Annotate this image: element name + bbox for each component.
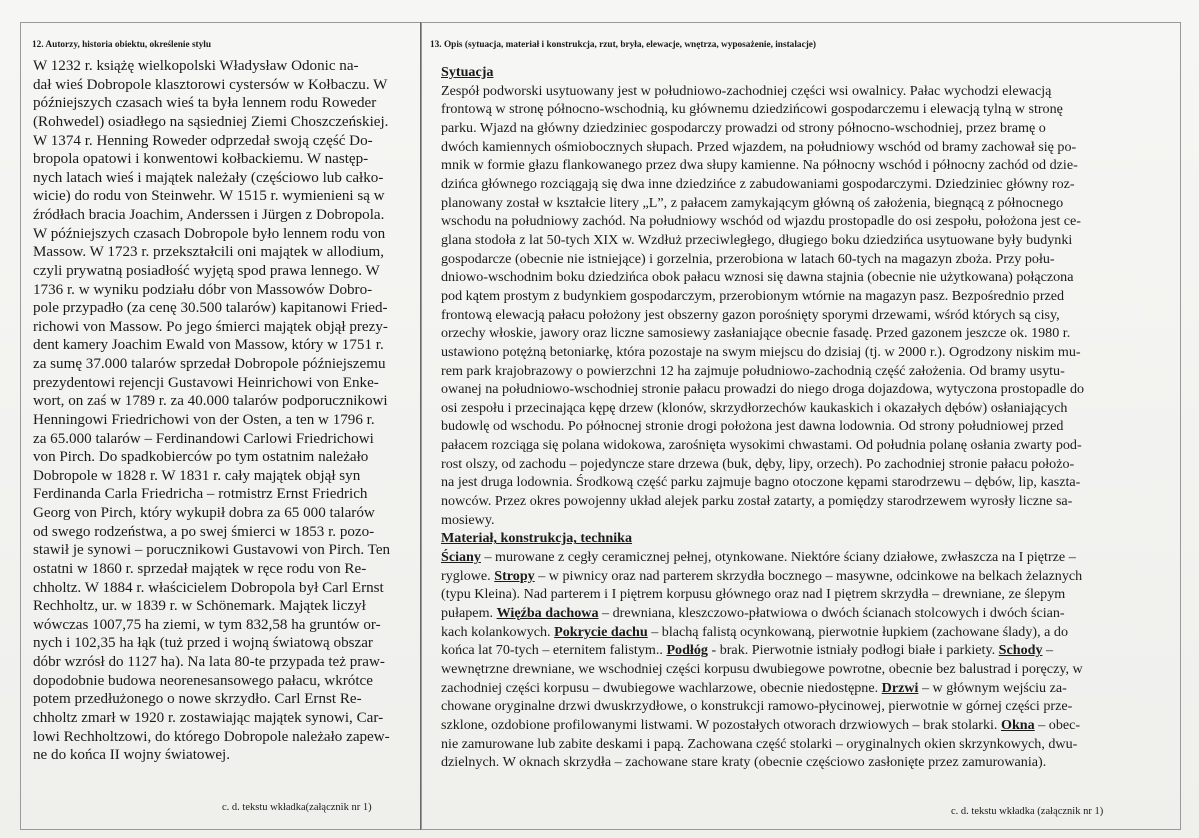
text-line: pułapem. Więźba dachowa – drewniana, kleszczowo-płatwiowa o dwóch ścianach stolcowych i dwóch ścian-	[441, 605, 1065, 622]
text-line: planowany został w kształcie litery „L”, z pałacem zamykającym główną oś założenia, biegnącą z północnego	[441, 194, 1064, 211]
text-line: pałacem rozciąga się polana widokowa, zarośnięta wysokimi chwastami. Od południa polanę osłania zwarty pod-	[441, 437, 1082, 454]
text-line: stawił je synowi – porucznikowi Gustavowi von Pirch. Ten	[33, 542, 391, 559]
text-line: ryglowe. Stropy – w piwnicy oraz nad parterem skrzydła bocznego – masywne, odcinkowe na belkach żelaznych	[441, 567, 1083, 584]
text-line: od swego rodzeństwa, a po swej śmierci w 1853 r. pozo-	[33, 523, 375, 540]
term-floors: Podłóg	[666, 642, 708, 659]
text-line: Ferdinanda Carla Friedricha – rotmistrz Ernst Friedrich	[33, 486, 368, 503]
text-line: budowlę od wschodu. Po północnej stronie drogi położona jest dawna lodownia. Od strony południowej przed	[441, 418, 1064, 435]
text-line: lowi Rechholtzowi, do którego Dobropole należało zapew-	[33, 728, 390, 745]
text-line: wort, on zaś w 1789 r. za 40.000 talarów podporucznikowi	[33, 393, 388, 410]
text-line: czyli prywatną posiadłość wyjętą spod prawa lennego. W	[33, 262, 380, 279]
text-line: Georg von Pirch, który wykupił dobra za 65 000 talarów	[33, 505, 375, 521]
text-line: za 65.000 talarów – Ferdinandowi Carlowi Friedrichowi	[33, 430, 374, 447]
term-windows: Okna	[1000, 716, 1035, 733]
text-line: dent kamery Joachim Ewald von Massow, który w 1751 r.	[33, 337, 384, 354]
text-line: parku. Wjazd na główny dziedziniec gospodarczy prowadzi od strony północno-wschodniej, przez bramę o	[441, 119, 1046, 136]
text-line: Henningowi Friedrichowi von der Osten, a ten w 1796 r.	[33, 411, 375, 428]
text-line: wówczas 1007,75 ha ziemi, w tym 832,58 ha gruntów or-	[33, 616, 381, 633]
text-line: późniejszych czasach wieś ta była lennem rodu Roweder	[33, 95, 377, 112]
text-line: nych latach wieś i majątek należały (częściowo lub całko-	[33, 169, 384, 186]
history-text	[33, 57, 407, 765]
text-line: mnik w formie głazu flankowanego przez dwa słupy kamienne. Na północny wschód i północny zachód od dzie-	[441, 157, 1078, 174]
text-line: gospodarcze (obecnie nie istniejące) i gorzelnia, przerobiona w latach 60-tych na magazyn zboża. Przy połu-	[441, 250, 1055, 267]
text-line: bropola opatowi i konwentowi kołbackiemu. W następ-	[33, 151, 369, 168]
text-line: 1736 r. w wyniku podziału dóbr von Massowów Dobro-	[33, 281, 373, 298]
text-line: frontową w stronę północno-wschodnią, ku głównemu dziedzińcowi gospodarczemu i elewacją tylną w stronę	[441, 101, 1063, 118]
text-line: dwóch kamiennych ośmiobocznych słupach. Przed wjazdem, na południowy wschód od bramy zachował się po-	[441, 138, 1077, 155]
text-line: ostatni w 1860 r. sprzedał majątek w ręce rodu von Re-	[33, 560, 367, 577]
term-ceilings: Stropy	[494, 567, 535, 584]
text-line: prezydentowi rejencji Gustavowi Heinrichowi von Enke-	[33, 374, 379, 391]
text-line: szklone, ozdobione profilowanymi listwami. W pozostałych otworach drzwiowych – brak stolarki. Okna – obec-	[441, 716, 1081, 733]
text-line: Zespół podworski usytuowany jest w południowo-zachodniej części wsi owalnicy. Pałac wychodzi elewacją	[441, 82, 1052, 99]
term-roofing: Pokrycie dachu	[554, 623, 648, 640]
term-roof-truss: Więźba dachowa	[496, 605, 599, 622]
text-line: W 1232 r. książę wielkopolski Władysław Odonic na-	[33, 58, 359, 74]
text-line: potem przedłużonego o nowe skrzydło. Carl Ernst Re-	[33, 691, 362, 708]
text-line: Rechholtz, ur. w 1839 r. w Schönemark. Majątek liczył	[33, 598, 366, 615]
text-line: zachodniej części korpusu – dwubiegowe wachlarzowe, obecnie niedostępne. Drzwi – w głównym wejściu za-	[441, 679, 1067, 696]
text-line: W późniejszych czasach Dobropole było lennem rodu von	[33, 225, 386, 242]
text-line: nie zamurowane lub zabite deskami i papą. Zachowana część stolarki – oryginalnych okien skrzynkowych, dwu-	[441, 735, 1078, 752]
text-line: orzechy włoskie, jawory oraz liczne samosiewy zasłaniające obecnie fasadę. Przed gazonem jeszcze ok. 1980 r.	[441, 325, 1071, 342]
term-doors: Drzwi	[881, 679, 919, 696]
text-line: ne do końca II wojny światowej.	[33, 747, 231, 764]
text-line: Dobropole w 1828 r. W 1831 r. cały majątek objął syn	[33, 467, 361, 484]
text-line: dzielnych. W oknach skrzydła – zachowane stare kraty (obecnie częściowo zasłonięte przez zamurowania).	[441, 754, 1047, 771]
text-line: dopodobnie budowa neorenesansowego pałacu, wkrótce	[33, 672, 373, 689]
text-line: źródłach bracia Joachim, Anderssen i Jürgen z Dobropola.	[33, 207, 385, 223]
text-line: dóbr wzrósł do 1127 ha). Na lata 80-te przypada też praw-	[33, 654, 385, 670]
term-walls: Ściany	[441, 549, 481, 566]
description-heading: 13. Opis (sytuacja, materiał i konstrukcja, rzut, bryła, elewacje, wnętrza, wyposażenie, instalacje)	[430, 40, 817, 50]
text-line: owanej na południowo-wschodniej stronie pałacu prowadzi do niego droga dojazdowa, wytyczona prostopadle do	[441, 381, 1085, 398]
text-line: glana stodoła z lat 50-tych XIX w. Wzdłuż przeciwległego, długiego boku dziedzińca usytuowane były budynki	[441, 231, 1073, 248]
text-line: końca lat 70-tych – eternitem falistym.. Podłóg - brak. Pierwotnie istniały podłogi białe i parkiety. Schody –	[441, 642, 1054, 659]
text-line: von Pirch. Do spadkobierców po tym ostatnim należało	[33, 449, 369, 466]
description-text	[441, 63, 1156, 772]
text-line: ustawiono potężną betoniarkę, która pozostaje na swym miejscu do dzisiaj (tj. w 2000 r.). Ogrodzony niskim mu-	[441, 343, 1081, 360]
text-line: na jest druga lodownia. Środkową część parku zajmuje bagno otoczone kępami starodrzewu – dębów, lip, kaszta-	[441, 474, 1081, 491]
right-continuation-note: c. d. tekstu wkładka (załącznik nr 1)	[951, 806, 1104, 817]
text-line: pod kątem prostym z budynkiem gospodarczym, przerobionym wtórnie na magazyn pasz. Bezpośrednio przed	[441, 287, 1065, 304]
text-line: wewnętrzne drewniane, we wschodniej części korpusu dwubiegowe powrotne, obecnie bez balustrad i poręczy, w	[441, 661, 1083, 677]
text-line: rem park krajobrazowy o powierzchni 12 ha zajmuje południowo-zachodnią część założenia. Od bramy usytu-	[441, 362, 1065, 379]
text-line: W 1374 r. Henning Roweder odprzedał swoją część Do-	[33, 132, 373, 149]
situation-paragraph	[441, 82, 1156, 530]
text-line: dniowo-wschodnim boku dziedzińca obok pałacu wznosi się dawna stajnia (obecnie nie użytkowana) połączona	[441, 269, 1074, 286]
history-heading: 12. Autorzy, historia obiektu, określenie stylu	[32, 40, 212, 50]
text-line: za sumę 37.000 talarów sprzedał Dobropole późniejszemu	[33, 356, 386, 372]
text-line: chholtz zmarł w 1920 r. zostawiając majątek synowi, Car-	[33, 709, 384, 726]
situation-title: Sytuacja	[441, 64, 494, 80]
text-line: osi zespołu i przecinająca kępę drzew (klonów, skrzydłorzechów kaukaskich i okazałych dębów) osłaniających	[441, 399, 1068, 416]
text-line: (typu Kleina). Nad parterem i I piętrem korpusu głównego oraz nad I piętrem skrzydła – drewniane, ze ślepym	[441, 586, 1066, 603]
text-line: richowi von Massow. Po jego śmierci majątek objął prezy-	[33, 318, 388, 335]
text-line: wicie) do rodu von Steinwehr. W 1515 r. wymienieni są w	[33, 188, 385, 205]
term-stairs: Schody	[998, 642, 1043, 659]
text-line: kach kolankowych. Pokrycie dachu – blachą falistą ocynkowaną, pierwotnie łupkiem (zachowane ślady), a do	[441, 623, 1068, 640]
left-continuation-note: c. d. tekstu wkładka(załącznik nr 1)	[222, 802, 372, 813]
material-paragraph	[441, 548, 1156, 772]
text-line: chholtz. W 1884 r. właścicielem Dobropola był Carl Ernst	[33, 579, 384, 596]
text-line: Massow. W 1723 r. przekształcili oni majątek w allodium,	[33, 244, 385, 261]
column-divider	[420, 22, 421, 830]
text-line: dał wieś Dobropole klasztorowi cystersów w Kołbaczu. W	[33, 76, 388, 93]
text-line: nych i 102,35 ha łąk (tuż przed i wojną światową obszar	[33, 635, 373, 652]
text-line: pole przypadło (za cenę 30.500 talarów) kapitanowi Fried-	[33, 300, 388, 317]
text-line: mosiewy.	[441, 511, 495, 528]
text-line: chowane oryginalne drzwi dwuskrzydłowe, o konstrukcji ramowo-płycinowej, pierwotnie w górnej części prze-	[441, 698, 1073, 715]
text-line: (Rohwedel) osiadłego na sąsiedniej Ziemi Choszczeńskiej.	[33, 113, 389, 130]
text-line: dzińca głównego rozciągają się dwa inne dziedzińce z zabudowaniami gospodarczymi. Dziedziniec główny roz-	[441, 175, 1075, 192]
material-title: Materiał, konstrukcja, technika	[441, 530, 633, 547]
text-line: rost olszy, od zachodu – pojedyncze stare drzewa (buk, dęby, lipy, orzech). Po zachodniej stronie pałacu położo-	[441, 455, 1075, 472]
text-line: nowców. Przez okres powojenny układ alejek parku został zatarty, a pomiędzy starodrzewem wyrosły liczne sa-	[441, 493, 1073, 510]
text-line: Ściany – murowane z cegły ceramicznej pełnej, otynkowane. Niektóre ściany działowe, zwłaszcza na I piętrze –	[441, 549, 1076, 566]
text-line: wschodu na południowy zachód. Na południowy wschód od wjazdu prostopadle do osi zespołu, położona jest ce-	[441, 213, 1081, 230]
text-line: frontową elewacją pałacu położony jest obszerny gazon porośnięty sporymi drzewami, wśród których są cisy,	[441, 306, 1060, 323]
